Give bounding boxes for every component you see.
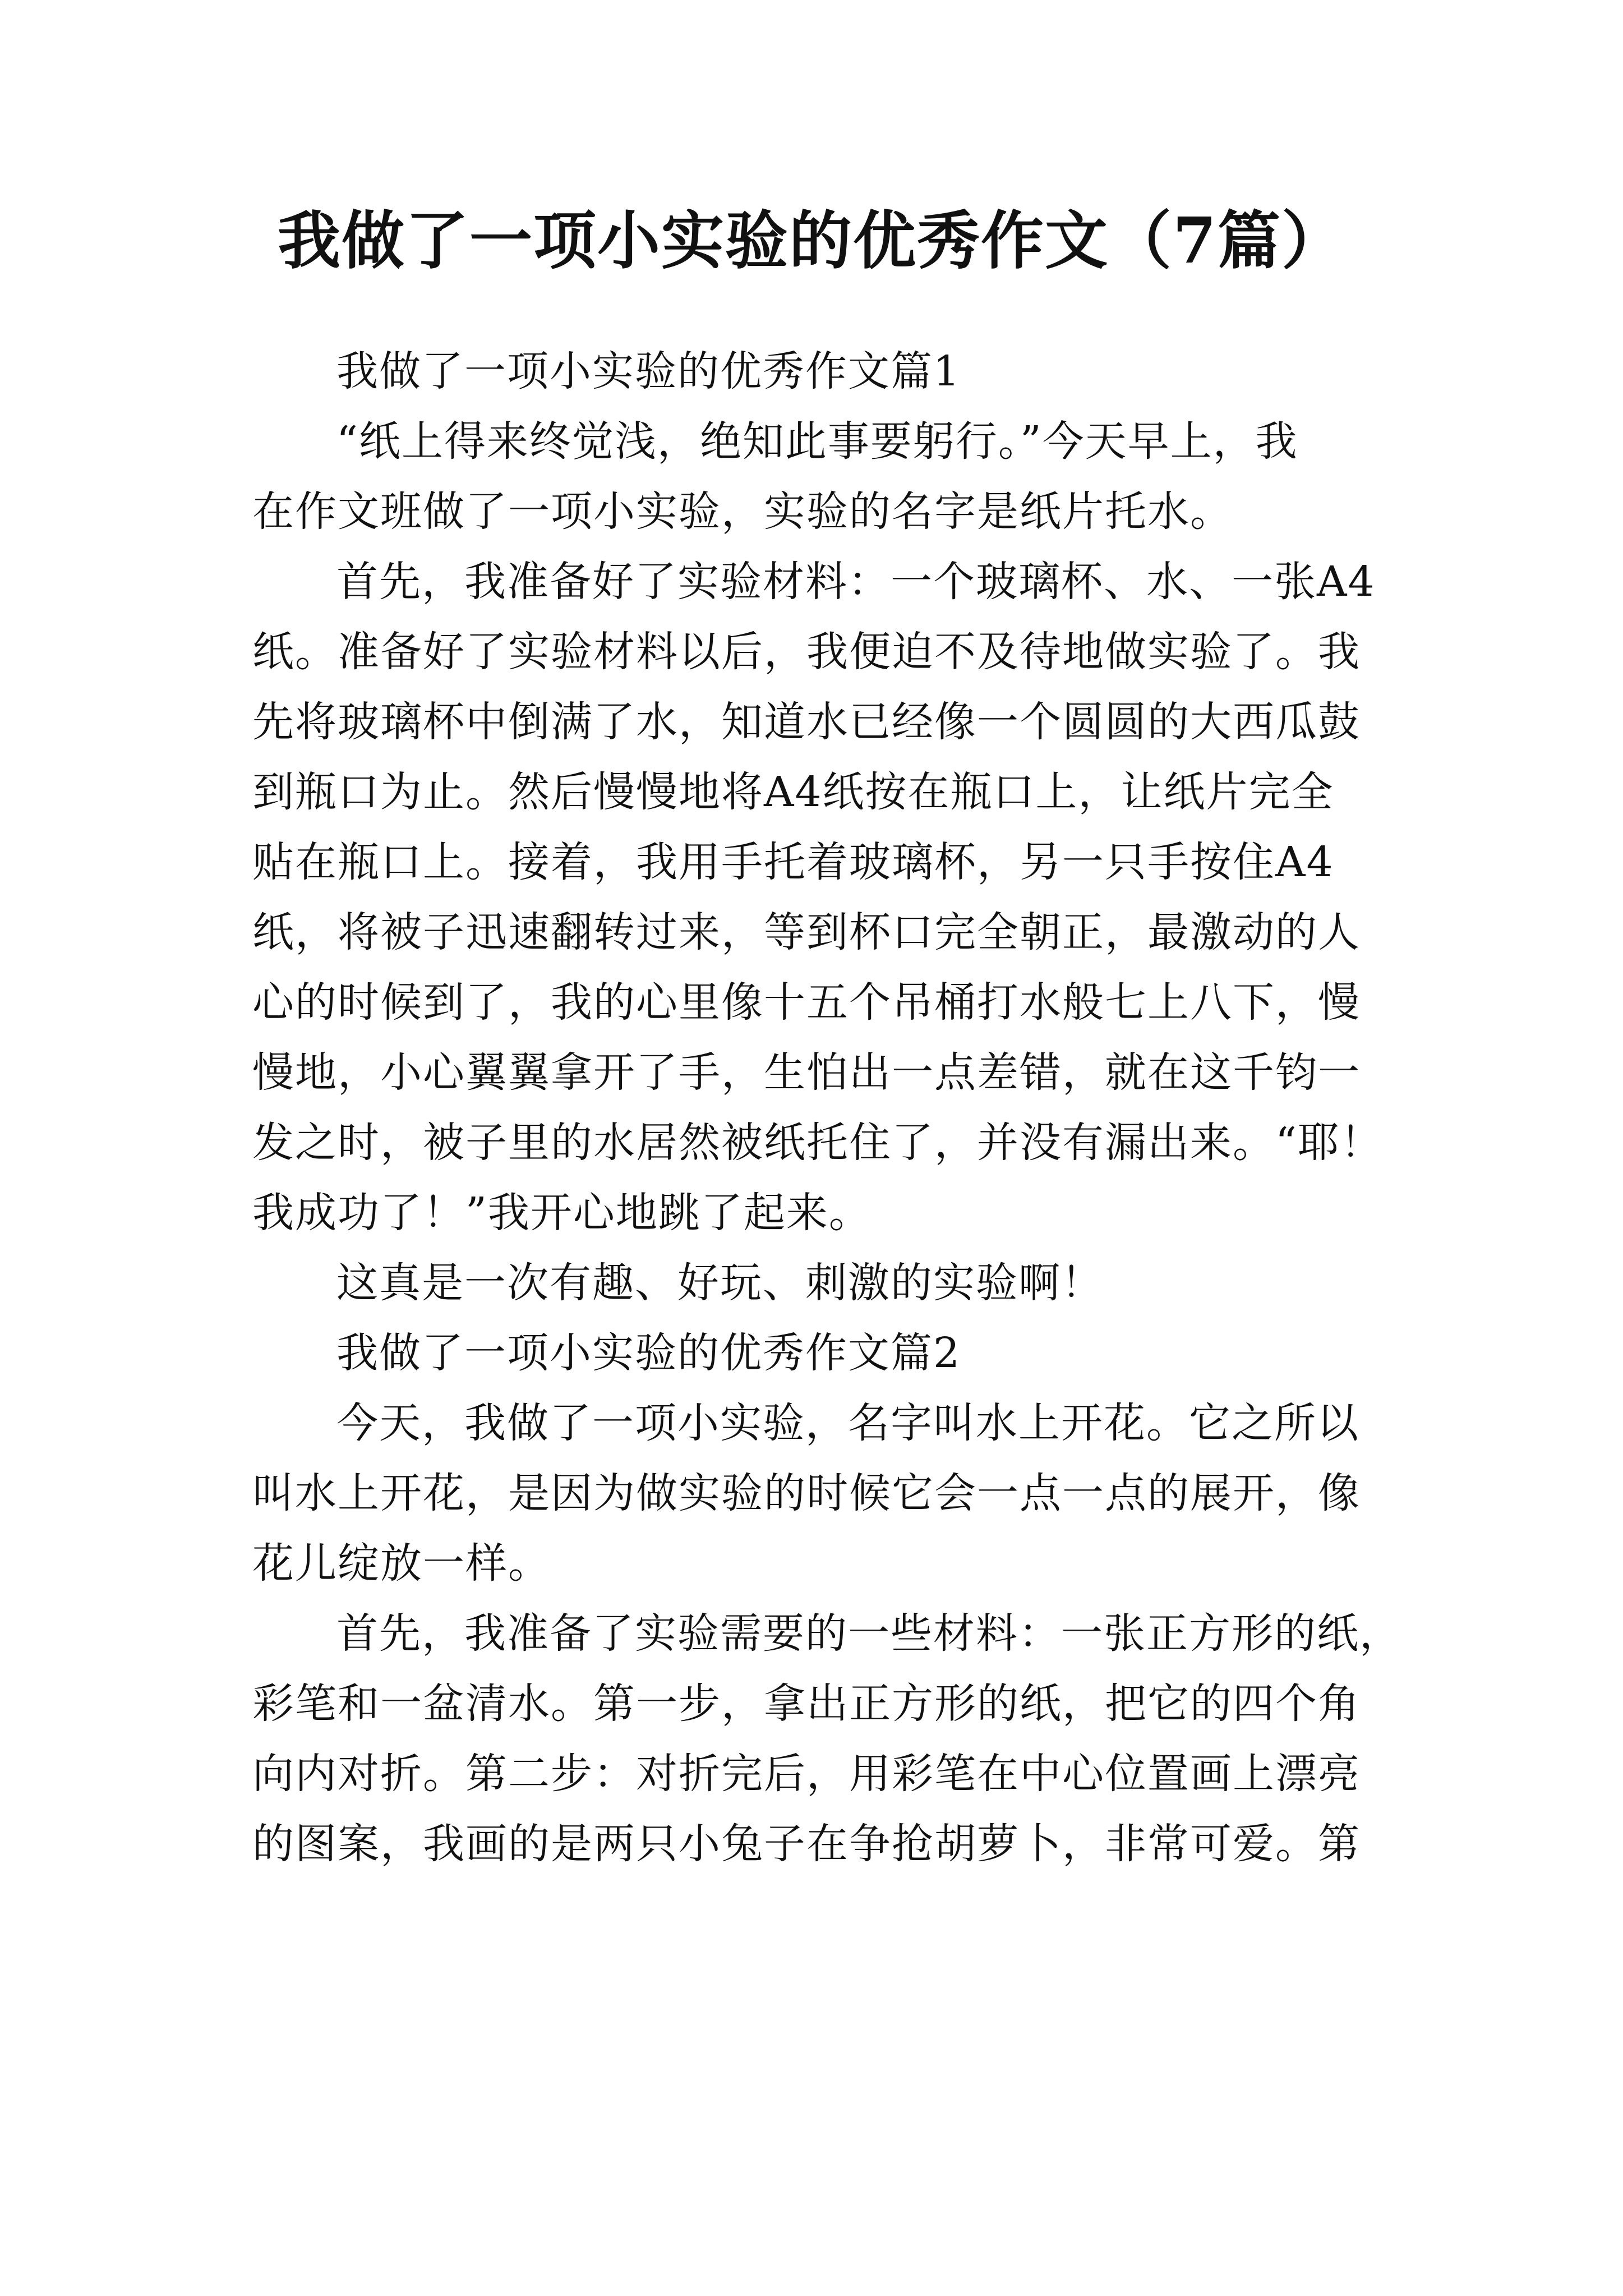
section-heading: 我做了一项小实验的优秀作文篇2 [336,1329,961,1377]
paragraph-line: 彩笔和一盆清水。第一步，拿出正方形的纸，把它的四个角 [252,1680,1361,1728]
document-title: 我做了一项小实验的优秀作文（7篇） [278,204,1345,278]
section-heading: 我做了一项小实验的优秀作文篇1 [336,347,961,395]
paragraph-line: “纸上得来终觉浅，绝知此事要躬行。”今天早上，我 [336,417,1298,466]
paragraph-line: 发之时，被子里的水居然被纸托住了，并没有漏出来。“耶！ [252,1119,1383,1167]
paragraph-line: 首先，我准备了实验需要的一些材料：一张正方形的纸， [336,1609,1402,1658]
paragraph-line: 贴在瓶口上。接着，我用手托着玻璃杯，另一只手按住A4 [252,838,1334,886]
paragraph-line: 这真是一次有趣、好玩、刺激的实验啊！ [336,1259,1104,1307]
paragraph-line: 首先，我准备好了实验材料：一个玻璃杯、水、一张A4 [336,558,1376,606]
paragraph-line: 我成功了！”我开心地跳了起来。 [252,1189,872,1237]
document-body [252,337,1402,1879]
paragraph-line: 花儿绽放一样。 [252,1539,551,1588]
paragraph-line: 叫水上开花，是因为做实验的时候它会一点一点的展开，像 [252,1469,1361,1517]
paragraph-line: 的图案，我画的是两只小兔子在争抢胡萝卜，非常可爱。第 [252,1820,1361,1868]
paragraph-line: 纸。准备好了实验材料以后，我便迫不及待地做实验了。我 [252,628,1361,676]
paragraph-line: 向内对折。第二步：对折完后，用彩笔在中心位置画上漂亮 [252,1750,1361,1798]
paragraph-line: 心的时候到了，我的心里像十五个吊桶打水般七上八下，慢 [252,978,1361,1027]
paragraph-line: 纸，将被子迅速翻转过来，等到杯口完全朝正，最激动的人 [252,908,1361,956]
paragraph-line: 慢地，小心翼翼拿开了手，生怕出一点差错，就在这千钧一 [252,1048,1361,1097]
paragraph-line: 在作文班做了一项小实验，实验的名字是纸片托水。 [252,487,1233,536]
paragraph-line: 先将玻璃杯中倒满了水，知道水已经像一个圆圆的大西瓜鼓 [252,698,1361,746]
paragraph-line: 到瓶口为止。然后慢慢地将A4纸按在瓶口上，让纸片完全 [252,768,1334,816]
paragraph-line: 今天，我做了一项小实验，名字叫水上开花。它之所以 [336,1399,1359,1447]
